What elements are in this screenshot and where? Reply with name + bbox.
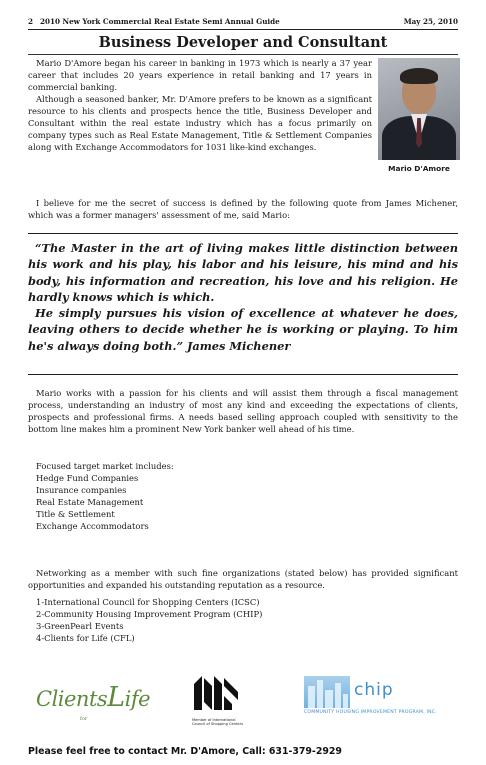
organizations-list	[36, 596, 456, 644]
intro-paragraph-2: Although a seasoned banker, Mr. D'Amore prefers to be known as a significant resource to his clients and prospects hence the title, Business Developer and Consultant within the real estate industry which has a focus primarily on company types such as Real Estate Management, Title & Settlement Companies along with Exchange Accommodators for 1031 like-kind exchanges.	[28, 94, 372, 152]
title-divider	[28, 54, 458, 55]
chip-subtitle: COMMUNITY HOUSING IMPROVEMENT PROGRAM, INC.	[304, 710, 437, 715]
chip-wordmark: chip	[354, 680, 394, 700]
target-market-heading: Focused target market includes:	[36, 461, 174, 471]
publication-name: 2010 New York Commercial Real Estate Semi Annual Guide	[40, 17, 280, 26]
michener-quote	[28, 240, 458, 354]
list-item: Real Estate Management	[36, 497, 144, 507]
icsc-logo	[192, 674, 246, 732]
quote-paragraph-2: He simply pursues his vision of excellence at whatever he does, leaving others to decide whether he is working or playing. To him he's always doing both.” James Michener	[28, 306, 458, 353]
list-item: 3-GreenPearl Events	[36, 621, 124, 631]
photo-caption: Mario D'Amore	[388, 164, 450, 173]
member-logos	[0, 672, 486, 742]
page-number: 2	[28, 17, 34, 26]
cfl-wordmark: ClientsLife	[36, 682, 151, 713]
intro-paragraph-1: Mario D'Amore began his career in banking in 1973 which is nearly a 37 year career that includes 20 years experience in retail banking and 17 years in commercial banking.	[28, 58, 372, 92]
contact-line: Please feel free to contact Mr. D'Amore, Call: 631-379-2929	[28, 746, 342, 757]
quote-bottom-divider	[28, 374, 458, 375]
chip-logo	[304, 676, 464, 726]
quote-top-divider	[28, 233, 458, 234]
quote-paragraph-1: “The Master in the art of living makes little distinction between his work and his play, his labor and his leisure, his mind and his body, his information and recreation, his love and his religion. He hardly knows which is which.	[28, 241, 458, 304]
icsc-caption: Member of International Council of Shopping Centers	[192, 718, 243, 727]
list-item: Insurance companies	[36, 485, 127, 495]
clients-for-life-logo: ClientsLife for	[36, 682, 151, 722]
icsc-mark-icon	[192, 674, 240, 712]
list-item: 4-Clients for Life (CFL)	[36, 633, 135, 643]
list-item: Hedge Fund Companies	[36, 473, 139, 483]
networking-paragraph: Networking as a member with such fine organizations (stated below) has provided significant opportunities and expanded his outstanding reputation as a resource.	[28, 568, 458, 590]
intro-section	[28, 57, 372, 153]
article-title: Business Developer and Consultant	[98, 34, 388, 51]
lead-in-paragraph: I believe for me the secret of success is defined by the following quote from James Michener, which was a former managers' assessment of me, said Mario:	[28, 198, 458, 220]
list-item: Title & Settlement	[36, 509, 115, 519]
issue-date: May 25, 2010	[403, 17, 458, 26]
list-item: 2-Community Housing Improvement Program (CHIP)	[36, 609, 263, 619]
passion-paragraph: Mario works with a passion for his clients and will assist them through a fiscal management process, understanding an industry of most any kind and exceeding the expectations of clients, prospects and professional firms. A needs based selling approach coupled with sensitivity to the bottom line makes him a prominent New York banker well ahead of his time.	[28, 388, 458, 434]
list-item: Exchange Accommodators	[36, 521, 149, 531]
page-header	[28, 16, 458, 30]
target-market-list	[36, 460, 456, 532]
list-item: 1-International Council for Shopping Centers (ICSC)	[36, 597, 260, 607]
portrait-photo	[378, 58, 460, 160]
